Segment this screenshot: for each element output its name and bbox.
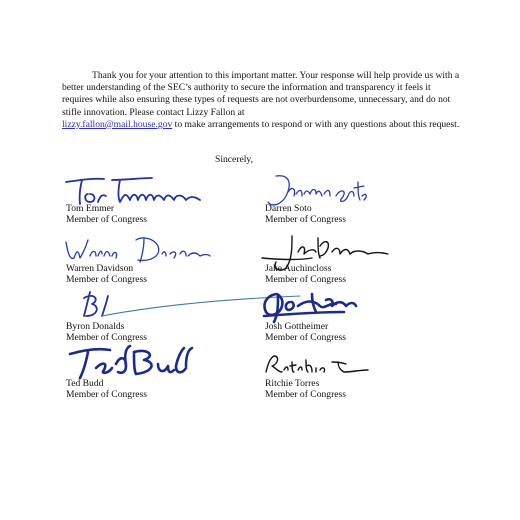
signatory-name: Josh Gottheimer — [265, 321, 329, 332]
signatory-title: Member of Congress — [66, 389, 147, 400]
letter-closing: Sincerely, — [215, 154, 254, 165]
signatory-title: Member of Congress — [66, 214, 147, 225]
signatory-name: Byron Donalds — [66, 321, 125, 332]
signatory-name: Warren Davidson — [66, 263, 134, 274]
closing-paragraph — [62, 70, 462, 131]
signatory-title: Member of Congress — [265, 332, 346, 343]
contact-email-link[interactable]: lizzy.fallon@mail.house.gov — [62, 118, 173, 130]
signatory-title: Member of Congress — [265, 274, 346, 285]
paragraph-text: Thank you for your attention to this important matter. Your response will help provide us with a better understanding of the SEC’s authority to secure the information and transparency it feels it requires while also ensuring these types of requests are not overburdensome, unnecessary, and do not stifle innovation. Please contact Lizzy Fallon at — [62, 70, 460, 118]
signatory-name: Darren Soto — [265, 203, 312, 214]
signatory-title: Member of Congress — [265, 214, 346, 225]
signatory-name: Jake Auchincloss — [265, 263, 332, 274]
signatory-name: Ritchie Torres — [265, 378, 320, 389]
signatory-name: Ted Budd — [66, 378, 104, 389]
signatory-title: Member of Congress — [66, 332, 147, 343]
signatory-name: Tom Emmer — [66, 203, 115, 214]
signatory-title: Member of Congress — [66, 274, 147, 285]
signatory-title: Member of Congress — [265, 389, 346, 400]
paragraph-text-end: to make arrangements to respond or with any questions about this request. — [174, 118, 460, 130]
